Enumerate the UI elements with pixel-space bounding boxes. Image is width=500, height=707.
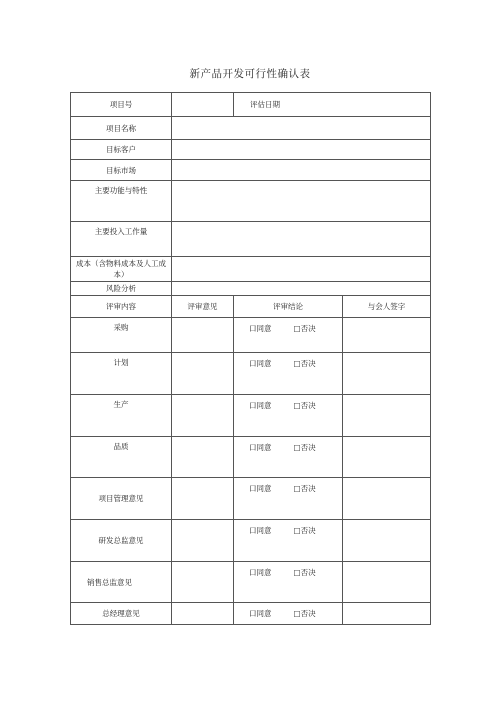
review-conclusion-cell — [234, 353, 343, 395]
row-target-customer — [71, 140, 431, 160]
agree-option[interactable]: 口同意 — [249, 359, 272, 368]
review-row — [71, 437, 431, 478]
review-row — [71, 395, 431, 437]
review-conclusion-cell — [234, 395, 343, 437]
review-signature-cell[interactable] — [343, 353, 431, 395]
reject-option[interactable]: □否决 — [293, 359, 316, 368]
target-customer-value[interactable] — [172, 140, 431, 160]
agree-option[interactable]: 口同意 — [249, 324, 272, 333]
review-conclusion-cell — [234, 437, 343, 478]
review-opinion-cell[interactable] — [172, 520, 234, 562]
review-signature-cell[interactable] — [343, 318, 431, 353]
project-no-value[interactable] — [172, 93, 234, 117]
row-main-features — [71, 181, 431, 222]
review-conclusion-cell — [234, 603, 343, 625]
review-conclusion-cell — [234, 318, 343, 353]
reject-option[interactable]: □否决 — [293, 443, 316, 452]
row-main-input — [71, 222, 431, 257]
review-row — [71, 603, 431, 625]
cost-label: 成本（含物料成本及人工成本） — [71, 257, 172, 282]
review-opinion-cell[interactable] — [172, 318, 234, 353]
agree-option[interactable]: 口同意 — [249, 609, 272, 618]
reject-option[interactable]: □否决 — [293, 526, 316, 535]
review-conclusion-cell — [234, 520, 343, 562]
col-conclusion-header: 评审结论 — [234, 296, 343, 318]
review-signature-cell[interactable] — [343, 520, 431, 562]
row-cost — [71, 257, 431, 282]
review-signature-cell[interactable] — [343, 562, 431, 603]
reject-option[interactable]: □否决 — [293, 568, 316, 577]
risk-label: 风险分析 — [71, 282, 172, 296]
reject-option[interactable]: □否决 — [293, 324, 316, 333]
review-opinion-cell[interactable] — [172, 478, 234, 520]
reject-option[interactable]: □否决 — [293, 401, 316, 410]
target-market-value[interactable] — [172, 160, 431, 181]
review-opinion-cell[interactable] — [172, 437, 234, 478]
reject-option[interactable]: □否决 — [293, 609, 316, 618]
project-no-label: 项目号 — [71, 93, 172, 117]
risk-value[interactable] — [172, 282, 431, 296]
main-input-label: 主要投入工作量 — [71, 222, 172, 257]
main-features-label: 主要功能与特性 — [71, 181, 172, 222]
review-header-row — [71, 296, 431, 318]
target-customer-label: 目标客户 — [71, 140, 172, 160]
review-item-label: 采购 — [71, 318, 172, 353]
row-project-no — [71, 93, 431, 117]
project-name-label: 项目名称 — [71, 117, 172, 140]
main-input-value[interactable] — [172, 222, 431, 257]
agree-option[interactable]: 口同意 — [249, 443, 272, 452]
review-conclusion-cell — [234, 478, 343, 520]
review-opinion-cell[interactable] — [172, 353, 234, 395]
reject-option[interactable]: □否决 — [293, 484, 316, 493]
review-signature-cell[interactable] — [343, 437, 431, 478]
form-title: 新产品开发可行性确认表 — [189, 68, 311, 80]
review-row — [71, 520, 431, 562]
review-signature-cell[interactable] — [343, 478, 431, 520]
review-item-label: 销售总监意见 — [71, 562, 172, 603]
agree-option[interactable]: 口同意 — [249, 484, 272, 493]
review-row — [71, 562, 431, 603]
review-item-label: 项目管理意见 — [71, 478, 172, 520]
main-features-value[interactable] — [172, 181, 431, 222]
cost-value[interactable] — [172, 257, 431, 282]
row-target-market — [71, 160, 431, 181]
review-row — [71, 478, 431, 520]
review-signature-cell[interactable] — [343, 603, 431, 625]
agree-option[interactable]: 口同意 — [249, 401, 272, 410]
row-project-name — [71, 117, 431, 140]
review-signature-cell[interactable] — [343, 395, 431, 437]
feasibility-form-table — [70, 92, 431, 625]
review-item-label: 生产 — [71, 395, 172, 437]
project-name-value[interactable] — [172, 117, 431, 140]
review-opinion-cell[interactable] — [172, 603, 234, 625]
review-item-label: 计划 — [71, 353, 172, 395]
col-opinion-header: 评审意见 — [172, 296, 234, 318]
eval-date-label: 评估日期 — [250, 100, 280, 109]
review-item-label: 总经理意见 — [71, 603, 172, 625]
agree-option[interactable]: 口同意 — [249, 568, 272, 577]
review-row — [71, 353, 431, 395]
target-market-label: 目标市场 — [71, 160, 172, 181]
col-content-header: 评审内容 — [71, 296, 172, 318]
review-item-label: 研发总监意见 — [71, 520, 172, 562]
agree-option[interactable]: 口同意 — [249, 526, 272, 535]
review-conclusion-cell — [234, 562, 343, 603]
review-opinion-cell[interactable] — [172, 562, 234, 603]
review-opinion-cell[interactable] — [172, 395, 234, 437]
col-signature-header: 与会人签字 — [343, 296, 431, 318]
row-risk — [71, 282, 431, 296]
review-item-label: 品质 — [71, 437, 172, 478]
review-row — [71, 318, 431, 353]
